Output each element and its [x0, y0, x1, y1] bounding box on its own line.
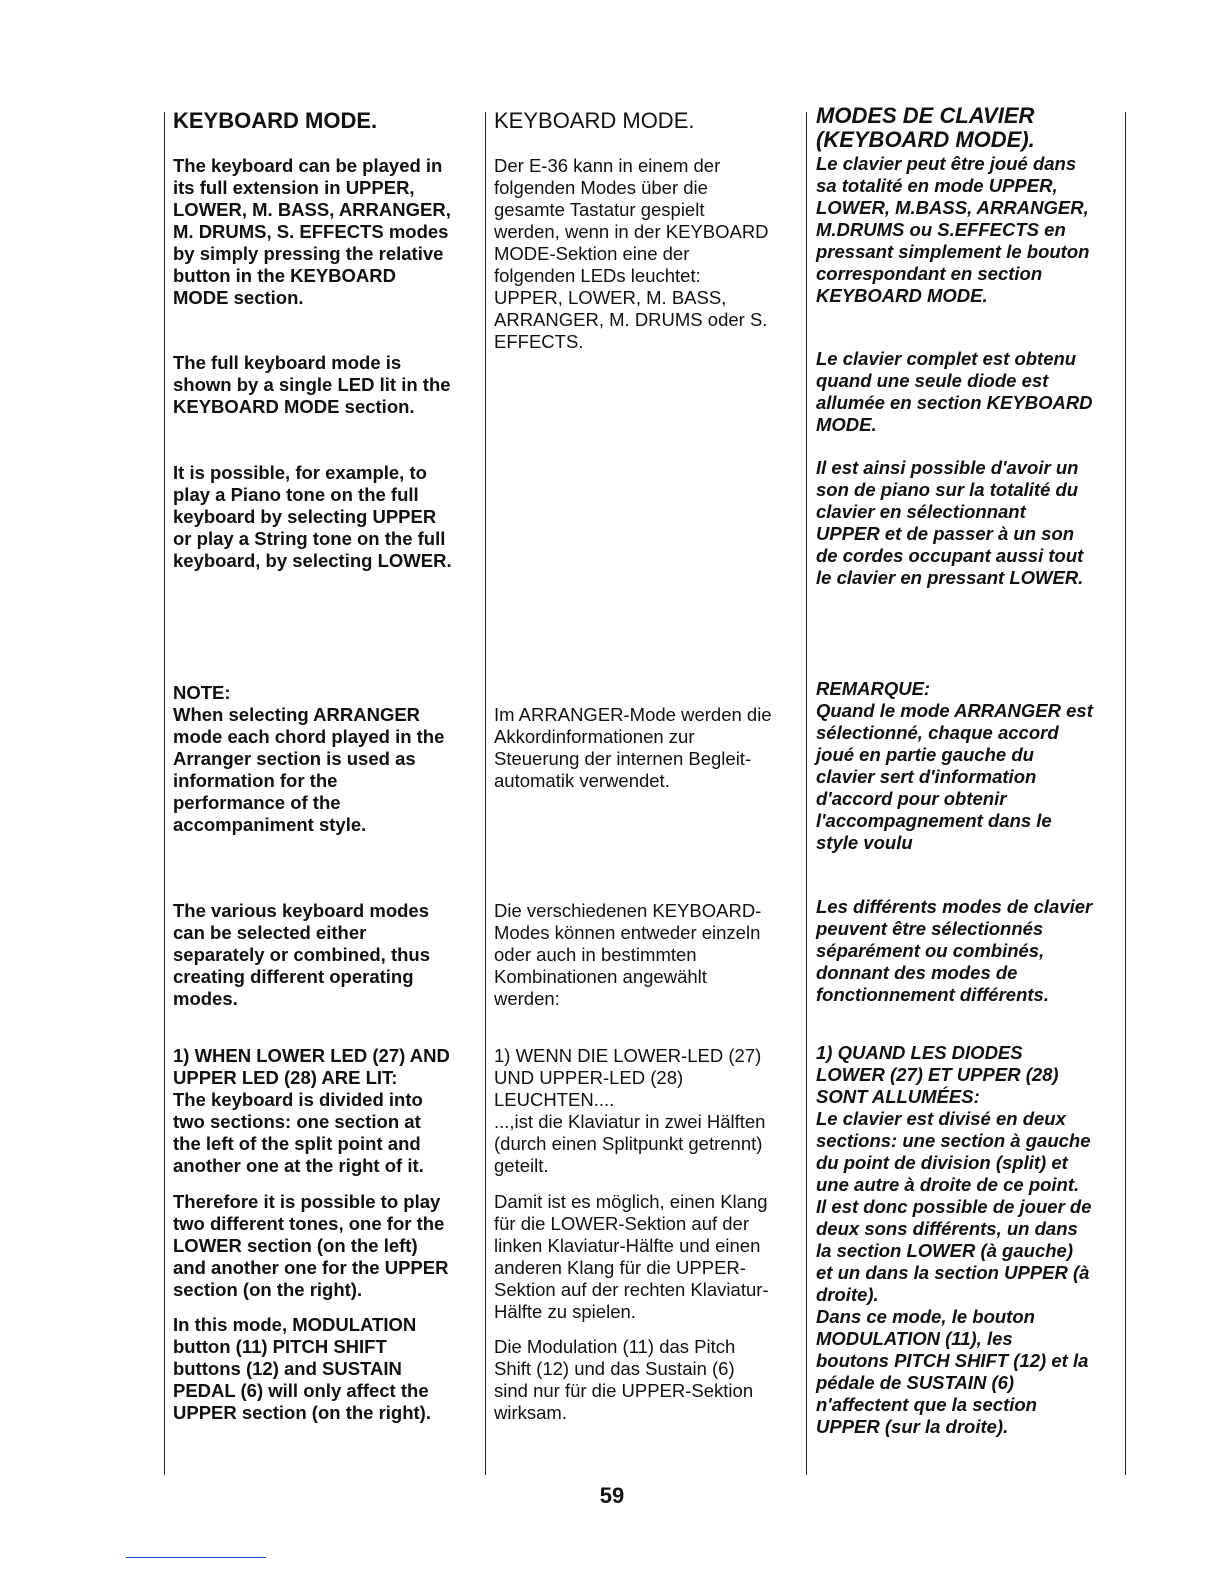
footer-line	[126, 1557, 266, 1558]
english-paragraph-full-mode: The full keyboard mode is shown by a single LED lit in the KEYBOARD MODE section.	[173, 352, 451, 417]
english-paragraph-modes: The various keyboard modes can be selected either separately or combined, thus creating different operating modes.	[173, 900, 431, 1009]
french-paragraph-modes: Les différents modes de clavier peuvent être sélectionnés séparément ou combinés, donnant des modes de fonctionnement différents.	[816, 896, 1093, 1005]
column-rule-center-right	[806, 112, 807, 1475]
french-paragraph-full-mode: Le clavier complet est obtenu quand une seule diode est allumée en section KEYBOARD MODE.	[816, 348, 1093, 435]
german-heading: KEYBOARD MODE.	[494, 108, 695, 133]
column-rule-center-left	[485, 112, 486, 1475]
english-paragraph-lower-upper: 1) WHEN LOWER LED (27) AND UPPER LED (28) ARE LIT: The keyboard is divided into two sections: one section at the left of the split point and another one at the right of it.	[173, 1045, 450, 1176]
german-paragraph-lower-upper: 1) WENN DIE LOWER-LED (27) UND UPPER-LED (28) LEUCHTEN.... ...,ist die Klaviatur in zwei Hälften (durch einen Splitpunkt getrennt) geteilt.	[494, 1045, 766, 1176]
german-paragraph-two-tones: Damit ist es möglich, einen Klang für die LOWER-Sektion auf der linken Klaviatur-Hälfte und einen anderen Klang für die UPPER- Sektion auf der rechten Klaviatur- Hälfte zu spielen.	[494, 1191, 769, 1322]
french-paragraph-lower-upper: 1) QUAND LES DIODES LOWER (27) ET UPPER (28) SONT ALLUMÉES: Le clavier est divisé en deux sections: une section à gauche du point de division (split) et une autre à droite de ce point. Il est donc possible de jouer de deux sons différents, un dans la section LOWER (à gauche) et un dans la section UPPER (à droite). Dans ce mode, le bouton MODULATION (11), les boutons PITCH SHIFT (12) et la pédale de SUSTAIN (6) n'affectent que la section UPPER (sur la droite).	[816, 1042, 1092, 1437]
column-rule-right	[1125, 112, 1126, 1475]
german-note: Im ARRANGER-Mode werden die Akkordinformationen zur Steuerung der internen Begleit- automatik verwendet.	[494, 704, 772, 791]
english-heading: KEYBOARD MODE.	[173, 108, 378, 133]
page-number: 59	[599, 1483, 625, 1508]
german-paragraph-modes: Die verschiedenen KEYBOARD- Modes können entweder einzeln oder auch in bestimmten Kombinationen angewählt werden:	[494, 900, 762, 1009]
german-paragraph-modulation: Die Modulation (11) das Pitch Shift (12) und das Sustain (6) sind nur für die UPPER-Sektion wirksam.	[494, 1336, 754, 1423]
column-rule-left	[164, 112, 165, 1475]
french-heading: MODES DE CLAVIER (KEYBOARD MODE).	[816, 103, 1035, 152]
german-paragraph-intro: Der E-36 kann in einem der folgenden Modes über die gesamte Tastatur gespielt werden, wenn in der KEYBOARD MODE-Sektion eine der folgenden LEDs leuchtet: UPPER, LOWER, M. BASS, ARRANGER, M. DRUMS oder S. EFFECTS.	[494, 155, 769, 352]
english-paragraph-modulation: In this mode, MODULATION button (11) PITCH SHIFT buttons (12) and SUSTAIN PEDAL (6) will only affect the UPPER section (on the right).	[173, 1314, 431, 1423]
french-note: REMARQUE: Quand le mode ARRANGER est sélectionné, chaque accord joué en partie gauche du clavier sert d'information d'accord pour obtenir l'accompagnement dans le style voulu	[816, 678, 1093, 853]
english-note: NOTE: When selecting ARRANGER mode each chord played in the Arranger section is used as information for the performance of the accompaniment style.	[173, 682, 445, 835]
french-paragraph-intro: Le clavier peut être joué dans sa totalité en mode UPPER, LOWER, M.BASS, ARRANGER, M.DRUMS ou S.EFFECTS en pressant simplement le bouton correspondant en section KEYBOARD MODE.	[816, 153, 1090, 306]
english-paragraph-example: It is possible, for example, to play a Piano tone on the full keyboard by selecting UPPER or play a String tone on the full keyboard, by selecting LOWER.	[173, 462, 452, 571]
english-paragraph-intro: The keyboard can be played in its full extension in UPPER, LOWER, M. BASS, ARRANGER, M. DRUMS, S. EFFECTS modes by simply pressing the relative button in the KEYBOARD MODE section.	[173, 155, 451, 308]
french-paragraph-example: Il est ainsi possible d'avoir un son de piano sur la totalité du clavier en sélectionnant UPPER et de passer à un son de cordes occupant aussi tout le clavier en pressant LOWER.	[816, 457, 1084, 588]
english-paragraph-two-tones: Therefore it is possible to play two different tones, one for the LOWER section (on the left) and another one for the UPPER section (on the right).	[173, 1191, 449, 1300]
